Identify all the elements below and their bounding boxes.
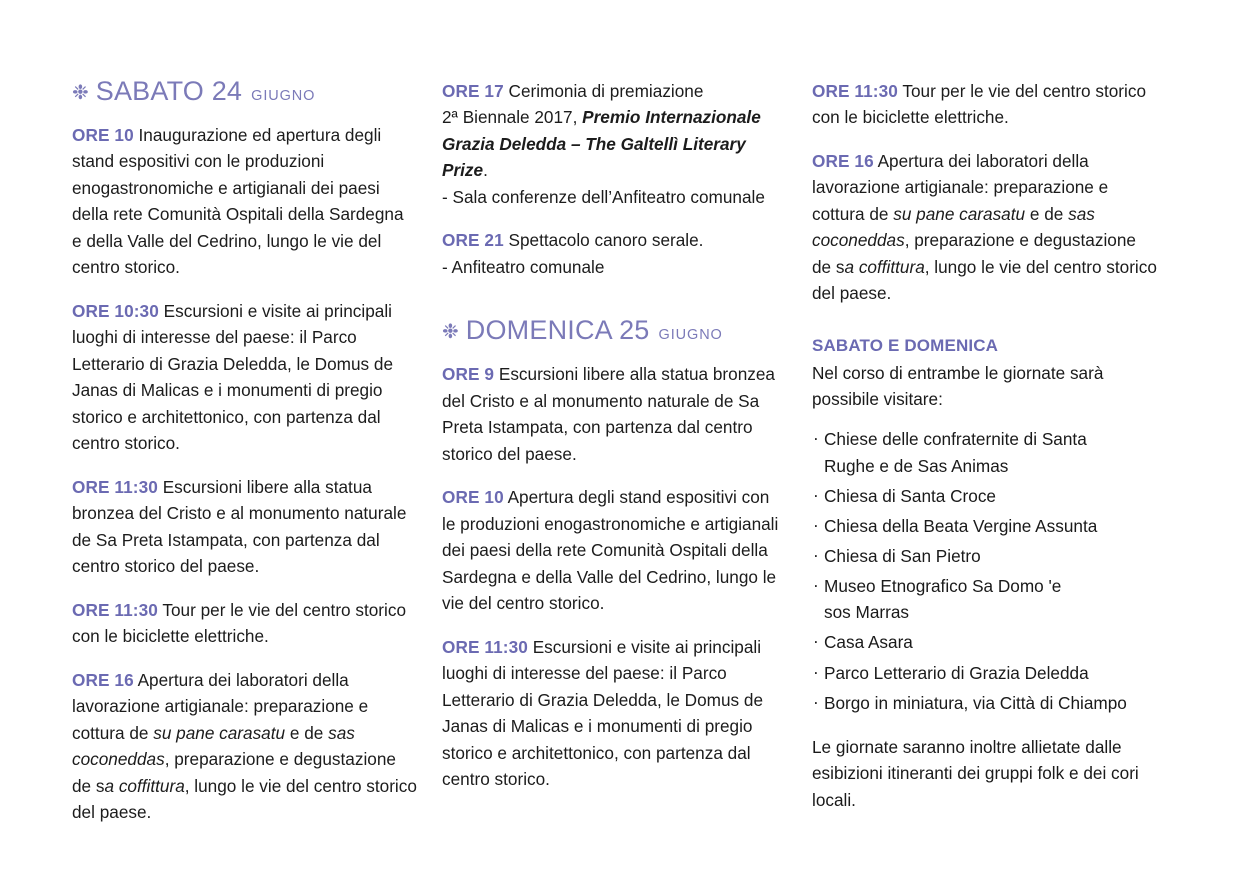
entry-text: Spettacolo canoro serale. [503, 230, 704, 251]
column-one [72, 78, 417, 826]
list-item [812, 513, 1157, 539]
section-heading-both-days: SABATO E DOMENICA [812, 335, 999, 355]
time-label: ORE 10 [442, 487, 504, 508]
entry-text: Tour per le vie del centro storico con le biciclette elettriche. [72, 599, 407, 647]
entry-text: , preparazione e degustazione de s [812, 230, 1136, 277]
list-item [812, 629, 1157, 655]
day-heading-sunday [442, 317, 787, 344]
list-item-label: Museo Etnografico Sa Domo 'e [824, 576, 1062, 597]
entry-italic-term: a coffittura [104, 775, 185, 796]
schedule-entry [72, 474, 417, 580]
list-item-label: Chiesa di San Pietro [824, 546, 981, 567]
entry-italic-term: sas coconeddas [812, 203, 1095, 251]
list-item-continuation: sos Marras [824, 602, 909, 623]
section-spacer [812, 324, 1157, 334]
time-label: ORE 21 [442, 230, 504, 251]
list-item [812, 483, 1157, 509]
list-item-label: Chiesa della Beata Vergine Assunta [824, 515, 1098, 536]
entry-text: Apertura degli stand espositivi con le produzioni enogastronomiche e artigianali dei paesi della rete Comunità Ospitali della Sardegna e della Valle del Cedrino, lungo le vie del centro storico. [442, 487, 779, 614]
entry-text: Escursioni libere alla statua bronzea del Cristo e al monumento naturale de Sa Preta Istampata, con partenza dal centro storico del paese. [72, 476, 407, 577]
schedule-entry-award [442, 78, 787, 210]
list-item [812, 573, 1157, 625]
entry-text: . [483, 160, 488, 181]
entry-text: Cerimonia di premiazione [503, 81, 704, 101]
entry-text: Escursioni libere alla statua bronzea del Cristo e al monumento naturale de Sa Preta Istampata, con partenza dal centro storico del paese. [442, 364, 775, 464]
time-label: ORE 17 [442, 81, 504, 101]
list-item-label: Casa Asara [824, 632, 913, 653]
list-item-label: Chiesa di Santa Croce [824, 485, 996, 506]
time-label: ORE 16 [72, 669, 134, 690]
section-spacer [442, 297, 787, 317]
time-label: ORE 10 [72, 125, 134, 145]
venue-text: - Anfiteatro comunale [442, 256, 605, 277]
entry-italic-term: a coffittura [844, 256, 925, 277]
schedule-entry [442, 361, 787, 467]
entry-text: e de [285, 722, 329, 743]
schedule-entry [812, 148, 1157, 307]
list-item-label: Chiese delle confraternite di Santa [824, 429, 1087, 450]
entry-text: Escursioni e visite ai principali luoghi di interesse del paese: il Parco Letterario di Grazia Deledda, le Domus de Janas di Malicas e i monumenti di pregio storico e architettonico, con partenza dal centro storico. [442, 636, 763, 790]
month-label: GIUGNO [658, 327, 723, 344]
schedule-entry [72, 122, 417, 281]
list-item-label: Borgo in miniatura, via Città di Chiampo [824, 692, 1127, 713]
time-label: ORE 11:30 [442, 636, 528, 657]
columns-container [72, 78, 1168, 826]
list-item [812, 543, 1157, 569]
time-label: ORE 11:30 [72, 599, 158, 620]
schedule-entry [812, 78, 1157, 131]
entry-text: , lungo le vie del centro storico del paese. [72, 775, 417, 823]
column-two [442, 78, 787, 793]
flower-icon: ❉ [72, 82, 89, 104]
time-label: ORE 9 [442, 364, 495, 385]
day-name-label: DOMENICA 25 [465, 315, 650, 346]
entry-italic-term: su pane carasatu [153, 722, 286, 743]
entry-text: 2ª Biennale 2017, [442, 107, 583, 128]
entry-italic-term: su pane carasatu [893, 203, 1026, 224]
award-title: Premio Internazionale Grazia Deledda – The Galtellì Literary Prize [442, 107, 761, 181]
time-label: ORE 16 [812, 150, 874, 171]
closing-paragraph: Le giornate saranno inoltre allietate dalle esibizioni itineranti dei gruppi folk e dei cori locali. [812, 736, 1139, 810]
schedule-entry [72, 298, 417, 457]
column-three [812, 78, 1157, 813]
day-name-label: SABATO 24 [95, 76, 243, 106]
entry-text: Apertura dei laboratori della lavorazione artigianale: preparazione e cottura de [812, 150, 1109, 224]
entry-text: , lungo le vie del centro storico del paese. [812, 256, 1157, 304]
list-item [812, 690, 1157, 716]
flower-icon: ❉ [442, 321, 459, 344]
month-label: GIUGNO [251, 88, 316, 104]
visitable-places-list [812, 426, 1157, 715]
schedule-entry [442, 484, 787, 616]
entry-text: e de [1025, 203, 1069, 224]
entry-text: Inaugurazione ed apertura degli stand espositivi con le produzioni enogastronomiche e artigianali dei paesi della rete Comunità Ospitali della Sardegna e della Valle del Cedrino, lungo le vie del centro storico. [72, 125, 404, 278]
day-heading-saturday [72, 78, 417, 105]
entry-text: Escursioni e visite ai principali luoghi di interesse del paese: il Parco Letterario di Grazia Deledda, le Domus de Janas di Malicas e i monumenti di pregio storico e architettonico, con partenza dal centro storico. [72, 300, 393, 454]
entry-text: , preparazione e degustazione de s [72, 749, 396, 796]
schedule-entry-show [442, 227, 787, 280]
list-item-continuation: Rughe e de Sas Animas [824, 455, 1009, 476]
entry-text: Tour per le vie del centro storico con le biciclette elettriche. [812, 81, 1147, 128]
venue-text: - Sala conferenze dell’Anfiteatro comunale [442, 186, 765, 207]
list-item [812, 660, 1157, 686]
entry-text: Apertura dei laboratori della lavorazione artigianale: preparazione e cottura de [72, 669, 369, 743]
time-label: ORE 11:30 [812, 81, 898, 101]
list-item [812, 426, 1157, 478]
schedule-entry [72, 597, 417, 650]
time-label: ORE 11:30 [72, 476, 158, 497]
schedule-entry [72, 667, 417, 826]
schedule-entry [442, 634, 787, 793]
entry-italic-term: sas coconeddas [72, 722, 355, 770]
time-label: ORE 10:30 [72, 300, 159, 321]
list-item-label: Parco Letterario di Grazia Deledda [824, 662, 1089, 683]
section-intro-text: Nel corso di entrambe le giornate sarà possibile visitare: [812, 362, 1104, 409]
